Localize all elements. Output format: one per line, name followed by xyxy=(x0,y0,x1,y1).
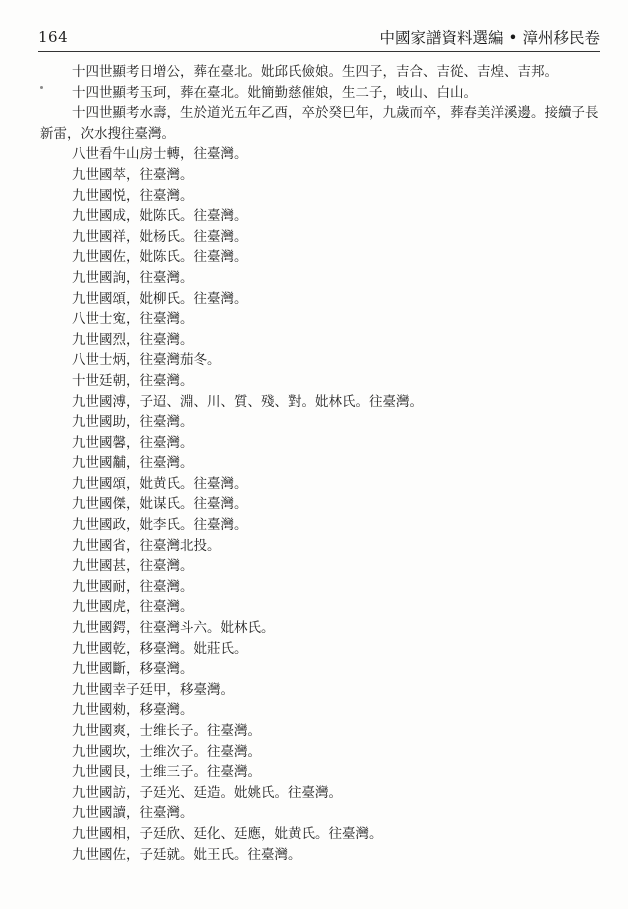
genealogy-entry: 九世國溥，子迢、淵、川、質、殘、對。妣林氏。往臺灣。 xyxy=(72,393,423,410)
genealogy-entry: 八世士炳，往臺灣茄冬。 xyxy=(72,352,221,369)
genealogy-entry-list xyxy=(40,62,600,865)
genealogy-entry: 九世國政，妣李氏。往臺灣。 xyxy=(72,517,248,534)
page-number: 164 xyxy=(38,28,69,46)
genealogy-entry: 九世國萃，往臺灣。 xyxy=(72,166,194,183)
genealogy-entry: 九世國艮，士维三子。往臺灣。 xyxy=(72,764,261,781)
genealogy-entry: 九世國傑，妣谋氏。往臺灣。 xyxy=(72,496,248,513)
genealogy-entry: 九世國耐，往臺灣。 xyxy=(72,578,194,595)
genealogy-entry: 九世國乾，移臺灣。妣莊氏。 xyxy=(72,640,248,657)
genealogy-entry: 十世廷朝，往臺灣。 xyxy=(72,372,194,389)
genealogy-entry: 十四世顯考水壽，生於道光五年乙酉，卒於癸巳年，九歲而卒，葬春美洋溪邊。接續子長新雷，次水搜往臺灣。 xyxy=(40,105,599,142)
genealogy-entry: 九世國爽，士维长子。往臺灣。 xyxy=(72,723,261,739)
genealogy-entry: 九世國詢，往臺灣。 xyxy=(72,269,194,286)
genealogy-entry: 九世國頌，妣黄氏。往臺灣。 xyxy=(72,475,248,492)
genealogy-entry: 九世國甚，往臺灣。 xyxy=(72,558,194,575)
scan-speck xyxy=(40,86,43,89)
genealogy-entry: 九世國相，子廷欣、廷化、廷應，妣黄氏。往臺灣。 xyxy=(72,825,383,842)
genealogy-entry: 十四世顯考日增公，葬在臺北。妣邱氏儉娘。生四子，吉合、吉從、吉煌、吉邦。 xyxy=(72,64,558,80)
genealogy-entry: 九世國悦，往臺灣。 xyxy=(72,187,194,204)
genealogy-entry: 九世國佐，子廷就。妣王氏。往臺灣。 xyxy=(72,846,302,863)
genealogy-entry: 九世國省，往臺灣北投。 xyxy=(72,537,221,554)
genealogy-entry: 九世國助，往臺灣。 xyxy=(72,414,194,431)
genealogy-entry: 九世國斷，移臺灣。 xyxy=(72,661,194,678)
genealogy-entry: 九世國黼，往臺灣。 xyxy=(72,455,194,472)
header-rule xyxy=(38,51,600,52)
genealogy-entry: 九世國馨，往臺灣。 xyxy=(72,434,194,451)
genealogy-entry: 九世國佐，妣陈氏。往臺灣。 xyxy=(72,249,248,266)
genealogy-entry: 十四世顯考玉珂，葬在臺北。妣簡勤慈催娘，生二子，岐山、白山。 xyxy=(72,84,477,101)
genealogy-entry: 九世國成，妣陈氏。往臺灣。 xyxy=(72,208,248,225)
genealogy-entry: 九世國訪，子廷光、廷造。妣姚氏。往臺灣。 xyxy=(72,784,342,801)
genealogy-entry: 九世國虎，往臺灣。 xyxy=(72,599,194,616)
genealogy-entry: 九世國烈，往臺灣。 xyxy=(72,331,194,348)
running-title: 中國家譜資料選編 • 漳州移民卷 xyxy=(379,29,600,47)
genealogy-entry: 九世國鍔，往臺灣斗六。妣林氏。 xyxy=(72,620,275,637)
genealogy-entry: 九世國坎，士维次子。往臺灣。 xyxy=(72,743,261,760)
page-header xyxy=(38,26,600,48)
genealogy-entry: 九世國祥，妣杨氏。往臺灣。 xyxy=(72,228,248,245)
genealogy-entry: 八世士寃，往臺灣。 xyxy=(72,311,194,328)
genealogy-entry: 八世看牛山房士轉，往臺灣。 xyxy=(72,146,248,163)
genealogy-entry: 九世國勑，移臺灣。 xyxy=(72,702,194,719)
genealogy-entry: 九世國讀，往臺灣。 xyxy=(72,805,194,822)
genealogy-entry: 九世國幸子廷甲，移臺灣。 xyxy=(72,681,234,698)
genealogy-entry: 九世國頌，妣柳氏。往臺灣。 xyxy=(72,290,248,307)
